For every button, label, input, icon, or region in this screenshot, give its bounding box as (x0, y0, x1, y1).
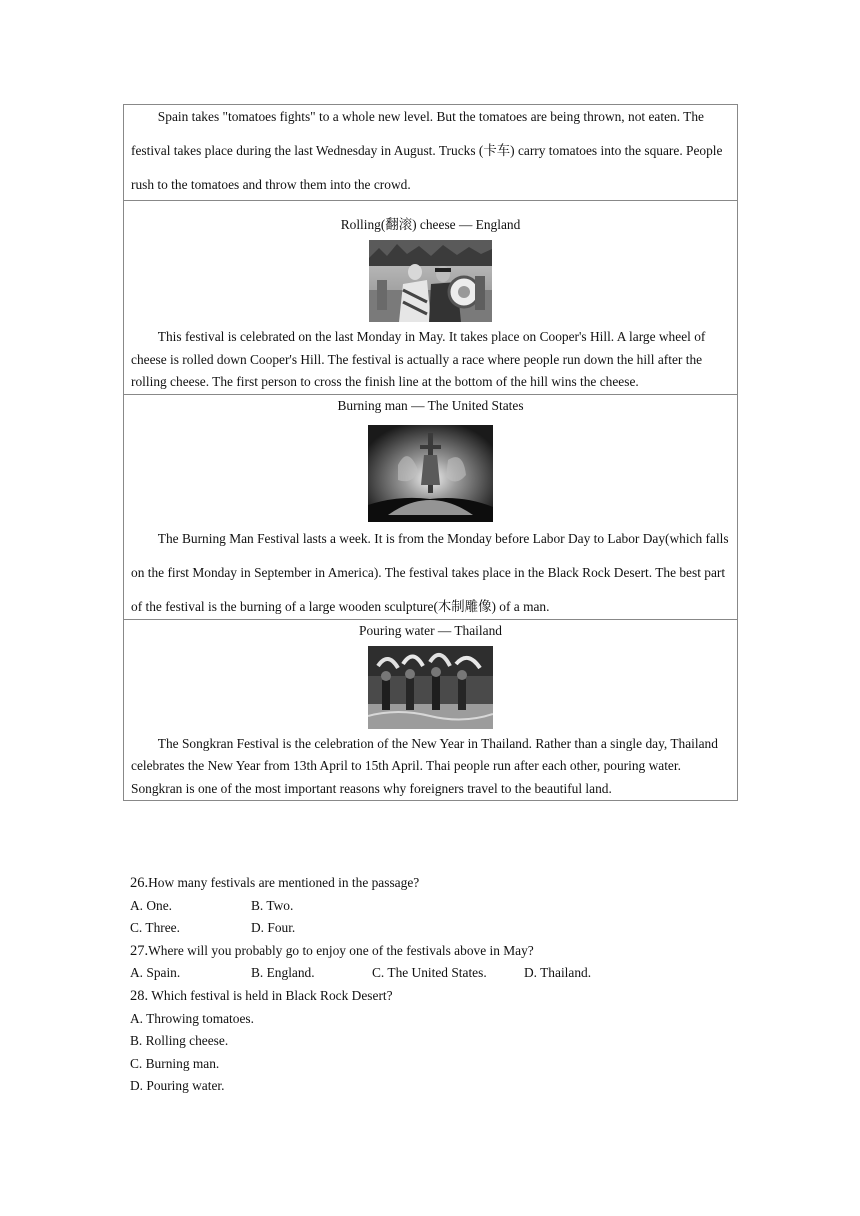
water-festival-photo-image (368, 646, 493, 729)
options-row (130, 895, 740, 918)
option-c: C. Three. (130, 920, 180, 936)
option-c: C. Burning man. (130, 1055, 220, 1071)
option-d: D. Thailand. (524, 965, 592, 981)
questions-section (130, 872, 740, 1098)
england-photo (131, 236, 730, 326)
option-a: A. One. (130, 897, 173, 913)
thailand-title: Pouring water — Thailand (359, 622, 502, 638)
festival-table (123, 104, 738, 801)
question-text: Which festival is held in Black Rock Desert? (148, 987, 393, 1003)
option-a: A. Throwing tomatoes. (130, 1010, 254, 1026)
question-28 (130, 985, 740, 1098)
table-row-spain (124, 105, 738, 201)
cell-thailand (124, 619, 738, 801)
question-number: 28. (130, 987, 149, 1004)
usa-paragraph: The Burning Man Festival lasts a week. It is from the Monday before Labor Day to Labor Day(which falls on the first Monday in September in America). The festival takes place in the Black Rock Desert. The best part of the festival is the burning of a large wooden sculpture(木制雕像) of a man. (131, 530, 729, 614)
question-stem (130, 985, 740, 1008)
table-row-usa (124, 394, 738, 619)
question-stem (130, 872, 740, 895)
option-c: C. The United States. (372, 965, 487, 981)
question-26 (130, 872, 740, 940)
cell-spain (124, 105, 738, 201)
thailand-paragraph: The Songkran Festival is the celebration of the New Year in Thailand. Rather than a single day, Thailand celebrates the New Year from 13th April to 15th April. Thai people run after each other, pouring water. Songkran is one of the most important reasons why foreigners travel to the beautiful land. (131, 735, 718, 796)
usa-photo (131, 417, 730, 528)
question-text: How many festivals are mentioned in the passage? (148, 875, 420, 890)
question-stem (130, 940, 740, 963)
option-a: A. Spain. (130, 965, 181, 981)
spain-paragraph: Spain takes "tomatoes fights" to a whole new level. But the tomatoes are being thrown, not eaten. The festival takes place during the last Wednesday in August. Trucks (卡车) carry tomatoes into the square. People rush to the tomatoes and throw them into the crowd. (131, 109, 723, 192)
option-b: B. Two. (251, 897, 294, 913)
question-27 (130, 940, 740, 985)
cell-usa (124, 394, 738, 619)
question-text: Where will you probably go to enjoy one of the festivals above in May? (148, 942, 534, 958)
table-row-england (124, 201, 738, 395)
england-title: Rolling(翻滚) cheese — England (340, 217, 521, 232)
option-b: B. England. (251, 965, 315, 981)
question-number: 27. (130, 942, 149, 959)
cheese-race-photo-image (369, 240, 492, 322)
table-row-thailand (124, 619, 738, 801)
thailand-photo (131, 642, 730, 733)
options-row (130, 962, 740, 985)
options-row (130, 917, 740, 940)
question-number: 26. (130, 875, 149, 891)
option-d: D. Four. (251, 920, 296, 936)
england-paragraph: This festival is celebrated on the last Monday in May. It takes place on Cooper's Hill. A large wheel of cheese is rolled down Cooper's Hill. The festival is actually a race where people run down the hill after the rolling cheese. The first person to cross the finish line at the bottom of the hill wins the cheese. (131, 329, 706, 389)
option-d: D. Pouring water. (130, 1078, 225, 1094)
usa-title: Burning man — The United States (337, 397, 524, 413)
option-b: B. Rolling cheese. (130, 1033, 229, 1049)
cell-england (124, 201, 738, 395)
burning-man-photo-image (368, 425, 493, 522)
